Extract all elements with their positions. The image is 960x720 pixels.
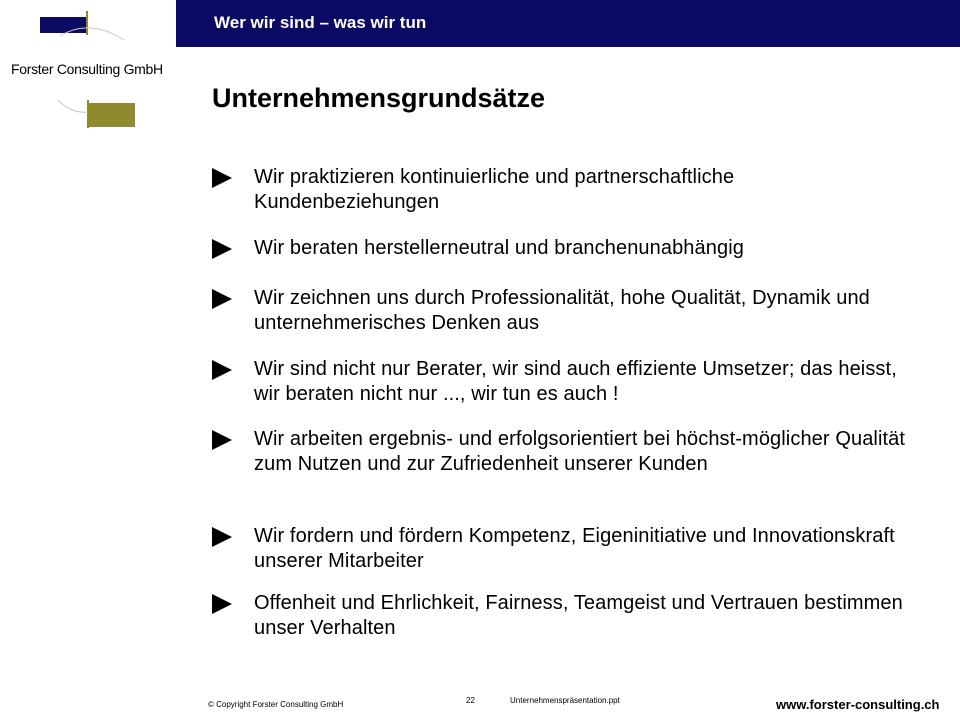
arrow-right-icon [212,594,232,614]
list-item [212,165,912,215]
footer-file-name: Unternehmenspräsentation.ppt [510,696,620,705]
company-logo [0,0,176,140]
arrow-right-icon [212,527,232,547]
page-title: Unternehmensgrundsätze [212,83,546,113]
list-item [212,357,912,407]
arrow-right-icon [212,168,232,188]
arrow-right-icon [212,360,232,380]
arrow-right-icon [212,239,232,259]
footer-copyright: © Copyright Forster Consulting GmbH [208,700,344,709]
list-item-text: Wir sind nicht nur Berater, wir sind auch effiziente Umsetzer; das heisst, wir beraten nicht nur ..., wir tun es auch ! [254,358,897,405]
list-item-text: Wir fordern und fördern Kompetenz, Eigeninitiative und Innovationskraft unserer Mitarbeiter [254,525,895,572]
footer-page-number: 22 [466,696,475,705]
company-name: Forster Consulting GmbH [11,61,163,77]
list-item-text: Offenheit und Ehrlichkeit, Fairness, Teamgeist und Vertrauen bestimmen unser Verhalten [254,592,903,639]
list-item-text: Wir zeichnen uns durch Professionalität, hohe Qualität, Dynamik und unternehmerisches Denken aus [254,287,870,334]
list-item-text: Wir arbeiten ergebnis- und erfolgsorientiert bei höchst-möglicher Qualität zum Nutzen und zur Zufriedenheit unserer Kunden [254,428,906,475]
list-item [212,591,912,641]
arrow-right-icon [212,430,232,450]
arrow-right-icon [212,289,232,309]
header-bar [176,0,960,47]
footer-website-link[interactable]: www.forster-consulting.ch [776,697,940,712]
list-item-text: Wir praktizieren kontinuierliche und partnerschaftliche Kundenbeziehungen [254,166,735,213]
list-item [212,286,912,336]
list-item [212,524,912,574]
list-item [212,427,912,477]
header-title: Wer wir sind – was wir tun [214,13,427,32]
list-item-text: Wir beraten herstellerneutral und branchenunabhängig [254,237,744,259]
list-item [212,236,912,261]
